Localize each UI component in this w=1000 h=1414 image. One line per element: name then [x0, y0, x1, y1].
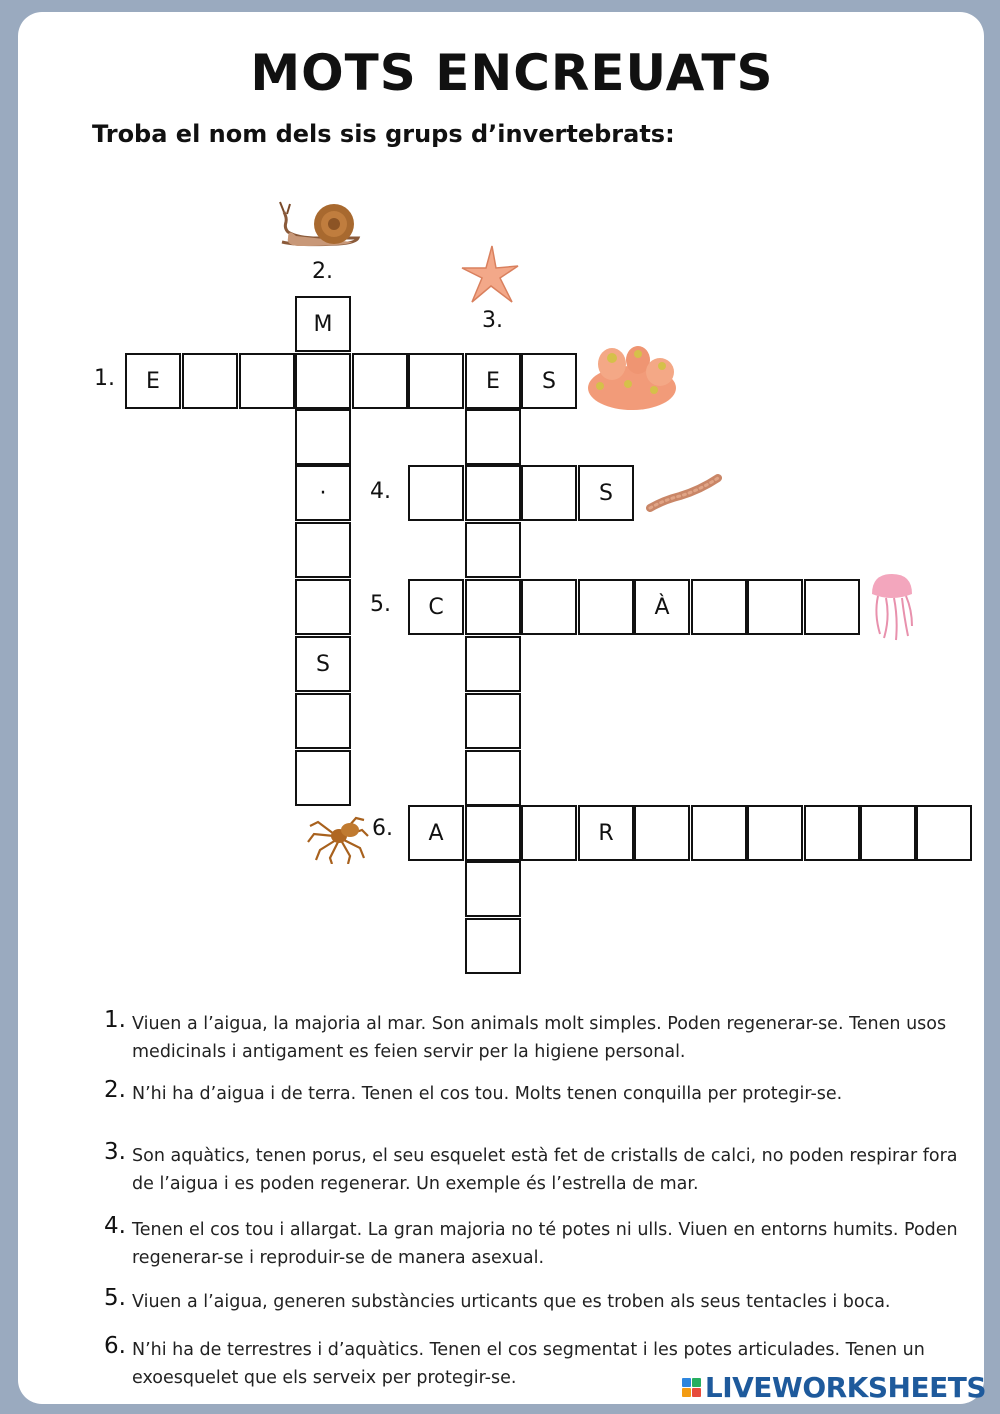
cell-6-6[interactable]: [691, 805, 747, 861]
grid-number-1: 1.: [94, 366, 115, 391]
cell-3-2[interactable]: [465, 409, 521, 465]
cell-3-11[interactable]: [465, 918, 521, 974]
cell-2-8[interactable]: [295, 693, 351, 749]
grid-number-6: 6.: [372, 816, 393, 841]
cell-1-4[interactable]: [295, 353, 351, 409]
cell-1-2[interactable]: [182, 353, 238, 409]
cell-1-3[interactable]: [239, 353, 295, 409]
cell-5-3[interactable]: [521, 579, 577, 635]
clue-number: 3.: [104, 1139, 126, 1165]
cell-5-5[interactable]: À: [634, 579, 690, 635]
cell-5-6[interactable]: [691, 579, 747, 635]
cell-5-1[interactable]: C: [408, 579, 464, 635]
cell-2-4[interactable]: ·: [295, 465, 351, 521]
grid-number-4: 4.: [370, 479, 391, 504]
cell-6-4[interactable]: R: [578, 805, 634, 861]
cell-3-4[interactable]: [465, 522, 521, 578]
cell-2-5[interactable]: [295, 522, 351, 578]
cell-6-9[interactable]: [860, 805, 916, 861]
grid-number-5: 5.: [370, 592, 391, 617]
clue-number: 2.: [104, 1077, 126, 1103]
clue-text: Son aquàtics, tenen porus, el seu esquelet està fet de cristalls de calci, no poden respirar fora de l’aigua i es poden regenerar. Un exemple és l’estrella de mar.: [132, 1146, 958, 1194]
snail-icon: [278, 198, 362, 250]
cell-5-4[interactable]: [578, 579, 634, 635]
cell-1-1[interactable]: E: [125, 353, 181, 409]
cell-6-7[interactable]: [747, 805, 803, 861]
clue-number: 6.: [104, 1333, 126, 1359]
clue-4: [104, 1213, 964, 1272]
cell-4-4[interactable]: S: [578, 465, 634, 521]
clue-number: 1.: [104, 1007, 126, 1033]
brand-badge-icon: [682, 1378, 701, 1397]
cell-1-8[interactable]: S: [521, 353, 577, 409]
clue-text: N’hi ha d’aigua i de terra. Tenen el cos tou. Molts tenen conquilla per protegir-se.: [132, 1084, 843, 1104]
grid-number-3: 3.: [482, 308, 503, 333]
clue-1: [104, 1007, 964, 1066]
jellyfish-icon: [866, 570, 918, 642]
clue-text: Viuen a l’aigua, generen substàncies urticants que es troben als seus tentacles i boca.: [132, 1292, 891, 1312]
cell-6-5[interactable]: [634, 805, 690, 861]
cell-3-3[interactable]: [465, 465, 521, 521]
cell-2-6[interactable]: [295, 579, 351, 635]
cell-1-5[interactable]: [352, 353, 408, 409]
spider-icon: [306, 808, 370, 864]
cell-6-10[interactable]: [916, 805, 972, 861]
cell-3-9[interactable]: [465, 805, 521, 861]
clue-text: N’hi ha de terrestres i d’aquàtics. Tenen el cos segmentat i les potes articulades. Tenen un exoesquelet que els serveix per protegir-se.: [132, 1340, 925, 1388]
cell-3-10[interactable]: [465, 861, 521, 917]
cell-6-8[interactable]: [804, 805, 860, 861]
cell-2-3[interactable]: [295, 409, 351, 465]
cell-6-3[interactable]: [521, 805, 577, 861]
clue-5: [104, 1285, 964, 1316]
sponge-icon: [584, 344, 680, 414]
clue-3: [104, 1139, 964, 1198]
cell-2-9[interactable]: [295, 750, 351, 806]
instructions: Troba el nom dels sis grups d’invertebrats:: [92, 120, 675, 148]
cell-3-6[interactable]: [465, 636, 521, 692]
cell-3-8[interactable]: [465, 750, 521, 806]
clue-number: 4.: [104, 1213, 126, 1239]
clue-number: 5.: [104, 1285, 126, 1311]
cell-2-1[interactable]: M: [295, 296, 351, 352]
cell-5-8[interactable]: [804, 579, 860, 635]
clue-text: Viuen a l’aigua, la majoria al mar. Son animals molt simples. Poden regenerar-se. Tenen usos medicinals i antigament es feien servir per la higiene personal.: [132, 1014, 947, 1062]
cell-1-7[interactable]: E: [465, 353, 521, 409]
worm-icon: [644, 470, 724, 518]
cell-3-5[interactable]: [465, 579, 521, 635]
grid-number-2: 2.: [312, 259, 333, 284]
cell-3-7[interactable]: [465, 693, 521, 749]
cell-4-1[interactable]: [408, 465, 464, 521]
liveworksheets-logo[interactable]: [682, 1371, 986, 1404]
cell-2-7[interactable]: S: [295, 636, 351, 692]
brand-name: LIVEWORKSHEETS: [704, 1371, 986, 1404]
clue-2: [104, 1077, 964, 1108]
cell-4-3[interactable]: [521, 465, 577, 521]
starfish-icon: [458, 244, 522, 306]
page-title: MOTS ENCREUATS: [250, 44, 774, 102]
clue-text: Tenen el cos tou i allargat. La gran majoria no té potes ni ulls. Viuen en entorns humits. Poden regenerar-se i reproduir-se de manera asexual.: [132, 1220, 958, 1268]
cell-1-6[interactable]: [408, 353, 464, 409]
cell-6-1[interactable]: A: [408, 805, 464, 861]
cell-5-7[interactable]: [747, 579, 803, 635]
